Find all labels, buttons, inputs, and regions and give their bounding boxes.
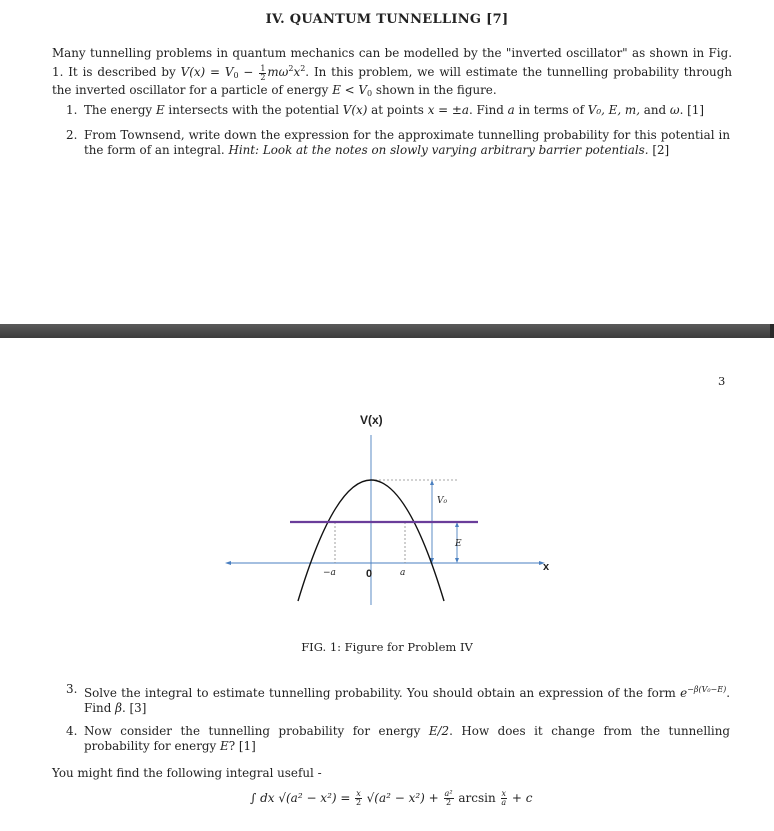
inverted-oscillator-figure (220, 405, 565, 605)
q1-omega: ω (669, 103, 680, 117)
q1-a: a (507, 103, 515, 117)
q3-marks: [3] (129, 701, 147, 716)
potential-exp2: 2 (300, 64, 306, 74)
useful-note: You might find the following integral useful - (52, 766, 322, 780)
q1-text-a: The energy (84, 103, 153, 117)
q1-and: and (643, 103, 667, 117)
integral-root: √(a² − x²) + (366, 791, 439, 805)
q1-energy: E (155, 103, 165, 117)
q2-text: From Townsend, write down the expression for the approximate tunnelling probability for this potential in the form of an integral. (84, 128, 730, 158)
v0-label: V₀ (437, 496, 448, 506)
section-title: QUANTUM TUNNELLING (289, 12, 482, 27)
q1-text-c: at points (371, 103, 424, 117)
q4-marks: [1] (238, 739, 256, 754)
q1-text-d: . Find (468, 103, 504, 117)
question-1-number: 1. (66, 103, 78, 117)
q2-marks: [2] (652, 143, 670, 158)
q1-text-b: intersects with the potential (168, 103, 339, 117)
integral-formula (250, 790, 532, 807)
question-3: 3. Solve the integral to estimate tunnelling probability. You should obtain an expression of the form $e^{-\beta(V_0-E)}$. Find β. [3] (66, 682, 731, 716)
frac2-num: a² (444, 789, 453, 798)
q2-hint-label: Hint: (228, 143, 260, 158)
section-number: IV. (265, 12, 285, 27)
intro-sentence-1: Many tunnelling problems in quantum mechanics can be modelled by the "inverted oscillator" as shown in Fig. 1. (52, 46, 732, 80)
potential-v-sub: 0 (233, 71, 239, 81)
integral-lhs: ∫ dx √(a² − x²) = (250, 791, 351, 805)
q3-beta: β (115, 701, 122, 716)
q4-energy: E (220, 739, 229, 754)
integral-tail: + c (511, 791, 533, 805)
q3-find: Find (84, 701, 112, 716)
q4-text-2: . How does it change from the tunnelling probability for energy (84, 724, 731, 754)
half-den: 2 (260, 72, 266, 82)
figure-caption: FIG. 1: Figure for Problem IV (301, 640, 473, 654)
potential-lhs: V(x) (180, 65, 206, 80)
q1-marks: [1] (687, 103, 705, 117)
question-4 (66, 724, 730, 754)
q3-text: Solve the integral to estimate tunnelling probability. You should obtain an expression of the form (84, 686, 676, 700)
question-2 (66, 128, 730, 158)
potential-v: V (224, 65, 234, 80)
q1-vars: V₀, E, m, (587, 103, 640, 117)
intro-sentence-2c: shown in the figure. (375, 83, 497, 98)
question-2-number: 2. (66, 128, 78, 142)
intro-v0: V (358, 83, 367, 98)
e-arrow-down (455, 558, 459, 563)
potential-half (259, 65, 266, 82)
e-label: E (455, 539, 462, 549)
intro-paragraph: Many tunnelling problems in quantum mechanics can be modelled by the "inverted oscillator" as shown in Fig. 1. It is described by $V(x) = V_0$ − $\frac{1}{2}$ $m\omega^2x^2$. In this problem, we will estimate the tunnelling probability through the inverted oscillator for a particle of energy $E < V_0$ shown in the figure. (52, 46, 732, 99)
x-axis-left-arrow (225, 561, 231, 565)
x-axis-label: x (543, 561, 550, 573)
intro-sentence-2a: It is described by (68, 65, 176, 80)
page-number: 3 (718, 374, 726, 388)
y-axis-label: V(x) (360, 413, 383, 427)
section-heading (0, 12, 774, 27)
q4-text: Now consider the tunnelling probability for energy (84, 724, 421, 738)
v0-arrow-up (430, 480, 434, 485)
potential-exp1: 2 (288, 64, 294, 74)
integral-frac-3 (501, 790, 508, 807)
q1-points: x = ±a (427, 103, 469, 117)
q2-hint: Look at the notes on slowly varying arbitrary barrier potentials. (262, 143, 649, 158)
half-num: 1 (260, 63, 266, 73)
q1-text-e: in terms of (518, 103, 584, 117)
q4-qmark: ? (228, 739, 236, 754)
intro-sentence-2b: . In this problem, we will estimate the tunnelling probability through the inverted oscillator for a particle of energy (52, 65, 732, 98)
page-1 (0, 0, 774, 324)
intro-energy: E (332, 83, 341, 98)
frac1-num: x (356, 789, 361, 798)
zero-label: 0 (366, 568, 373, 580)
integral-frac-2 (444, 790, 454, 807)
frac3-num: x (501, 789, 507, 798)
question-1: 1. The energy E intersects with the potential V(x) at points x = ±a. Find a in terms of V₀, E, m, and ω. [1] (66, 103, 705, 117)
q1-potential: V(x) (342, 103, 368, 117)
section-marks: [7] (486, 12, 509, 27)
frac2-den: 2 (445, 798, 452, 807)
q3-form-base: e (680, 686, 688, 700)
intro-v0-sub: 0 (367, 89, 373, 99)
integral-arcsin: arcsin (458, 791, 496, 805)
q3-form-exp: −β(V₀−E) (687, 685, 727, 694)
integral-frac-1 (355, 790, 362, 807)
q4-ehalf: E/2 (428, 724, 450, 738)
question-4-number: 4. (66, 724, 78, 738)
page-separator (0, 324, 774, 338)
frac3-den: a (501, 798, 507, 807)
neg-a-label: −a (323, 568, 336, 578)
potential-x: x (293, 65, 301, 80)
frac1-den: 2 (355, 798, 362, 807)
question-3-number: 3. (66, 682, 78, 696)
potential-term: mω (267, 65, 289, 80)
a-label: a (400, 568, 406, 578)
